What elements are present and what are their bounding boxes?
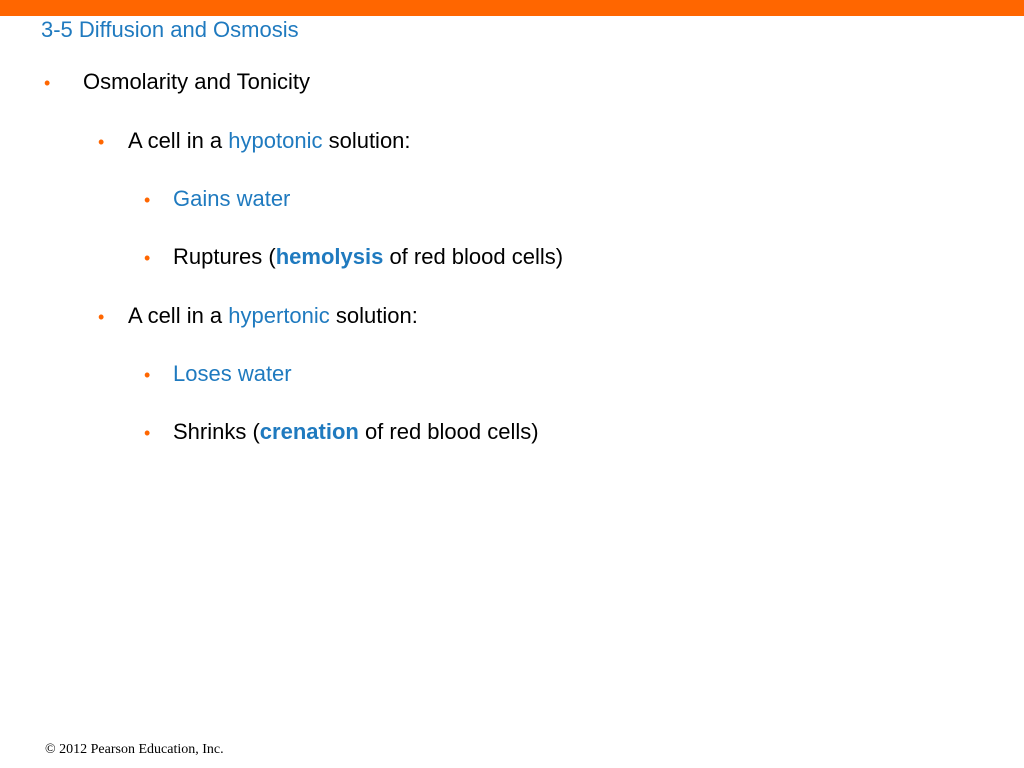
bullet-text-pre: Shrinks ( bbox=[173, 419, 260, 444]
bullet-icon: • bbox=[144, 423, 151, 443]
top-accent-bar bbox=[0, 0, 1024, 16]
bullet-text-post: of red blood cells) bbox=[383, 244, 564, 269]
term-crenation: crenation bbox=[259, 419, 359, 444]
bullet-gains-water bbox=[173, 186, 290, 212]
bullet-icon: • bbox=[44, 73, 51, 93]
bullet-text: Loses water bbox=[173, 361, 292, 386]
bullet-text-post: solution: bbox=[329, 303, 418, 328]
bullet-text: Osmolarity and Tonicity bbox=[83, 69, 311, 94]
copyright-footer: © 2012 Pearson Education, Inc. bbox=[45, 742, 224, 757]
bullet-icon: • bbox=[144, 190, 151, 210]
bullet-loses-water bbox=[173, 361, 292, 387]
bullet-text-pre: A cell in a bbox=[128, 128, 229, 153]
bullet-icon: • bbox=[144, 365, 151, 385]
bullet-ruptures bbox=[173, 244, 563, 270]
bullet-osmolarity-tonicity bbox=[83, 69, 310, 95]
bullet-hypertonic bbox=[128, 303, 418, 329]
bullet-text-post: solution: bbox=[322, 128, 411, 153]
bullet-shrinks bbox=[173, 419, 539, 445]
bullet-text-pre: A cell in a bbox=[128, 303, 229, 328]
term-hypotonic: hypotonic bbox=[228, 128, 323, 153]
bullet-text-pre: Ruptures ( bbox=[173, 244, 276, 269]
bullet-icon: • bbox=[144, 248, 151, 268]
bullet-icon: • bbox=[98, 307, 105, 327]
slide-title: 3-5 Diffusion and Osmosis bbox=[41, 17, 299, 42]
bullet-icon: • bbox=[98, 132, 105, 152]
bullet-hypotonic bbox=[128, 128, 411, 154]
bullet-text-post: of red blood cells) bbox=[358, 419, 539, 444]
term-hemolysis: hemolysis bbox=[275, 244, 384, 269]
bullet-text: Gains water bbox=[173, 186, 291, 211]
term-hypertonic: hypertonic bbox=[228, 303, 330, 328]
